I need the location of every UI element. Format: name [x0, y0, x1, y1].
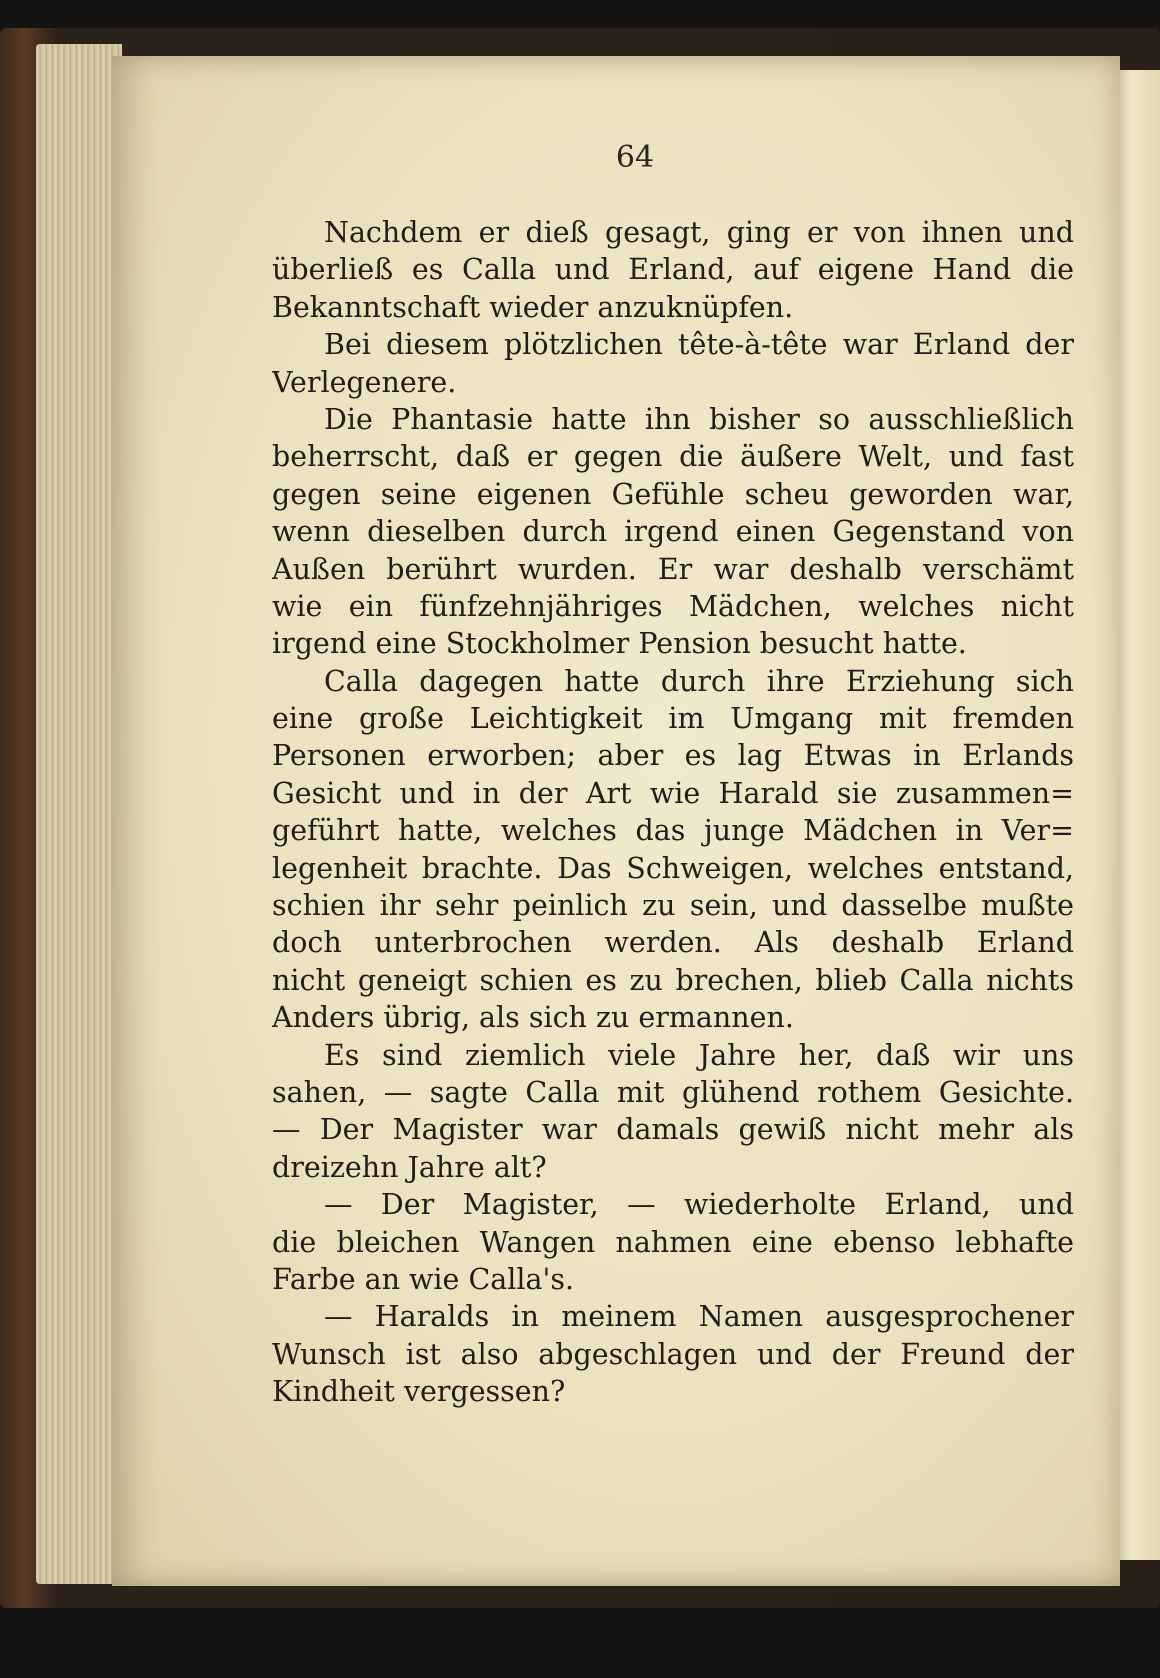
text-line: beherrscht, daß er gegen die äußere Welt, und fast	[272, 440, 1074, 474]
text-line: Calla dagegen hatte durch ihre Erziehung sich	[324, 664, 1074, 698]
text-line: Es sind ziemlich viele Jahre her, daß wir uns	[324, 1038, 1074, 1072]
text-line: Verlegenere.	[272, 365, 457, 399]
text-line: irgend eine Stockholmer Pension besucht hatte.	[272, 627, 967, 661]
text-line: wenn dieselben durch irgend einen Gegenstand von	[272, 515, 1074, 549]
text-line: nicht geneigt schien es zu brechen, blieb Calla nichts	[272, 963, 1074, 997]
text-line: schien ihr sehr peinlich zu sein, und dasselbe mußte	[272, 889, 1074, 923]
text-line: wie ein fünfzehnjähriges Mädchen, welches nicht	[272, 589, 1074, 623]
text-line: Außen berührt wurden. Er war deshalb verschämt	[272, 552, 1074, 586]
text-line: Nachdem er dieß gesagt, ging er von ihnen und	[324, 216, 1074, 249]
text-line: — Der Magister, — wiederholte Erland, und	[324, 1188, 1074, 1222]
text-line: geführt hatte, welches das junge Mädchen in Ver=	[272, 814, 1074, 848]
text-line: Kindheit vergessen?	[272, 1375, 566, 1409]
text-line: doch unterbrochen werden. Als deshalb Erland	[272, 926, 1074, 960]
page-number: 64	[615, 140, 655, 175]
text-line: eine große Leichtigkeit im Umgang mit fremden	[272, 702, 1074, 736]
text-line: sahen, — sagte Calla mit glühend rothem Gesichte.	[272, 1075, 1074, 1109]
text-line: Bekanntschaft wieder anzuknüpfen.	[272, 290, 794, 324]
text-line: Die Phantasie hatte ihn bisher so ausschließlich	[324, 402, 1074, 436]
text-line: Gesicht und in der Art wie Harald sie zusammen=	[272, 776, 1074, 810]
text-line: — Haralds in meinem Namen ausgesprochener	[324, 1300, 1074, 1334]
text-line: Farbe an wie Calla's.	[272, 1262, 575, 1296]
text-line: die bleichen Wangen nahmen eine ebenso lebhafte	[272, 1225, 1074, 1259]
text-line: legenheit brachte. Das Schweigen, welches entstand,	[272, 851, 1074, 885]
text-line: Bei diesem plötzlichen tête-à-tête war Erland der	[324, 328, 1074, 362]
text-line: — Der Magister war damals gewiß nicht mehr als	[272, 1113, 1074, 1147]
text-line: dreizehn Jahre alt?	[272, 1150, 547, 1184]
text-line: Anders übrig, als sich zu ermannen.	[272, 1001, 794, 1035]
body-text	[272, 214, 1074, 1411]
page-edges	[36, 44, 122, 1584]
text-line: Wunsch ist also abgeschlagen und der Freund der	[272, 1337, 1074, 1371]
text-line: gegen seine eigenen Gefühle scheu geworden war,	[272, 477, 1074, 511]
text-line: Personen erworben; aber es lag Etwas in Erlands	[272, 739, 1074, 773]
text-line: überließ es Calla und Erland, auf eigene Hand die	[272, 253, 1074, 287]
